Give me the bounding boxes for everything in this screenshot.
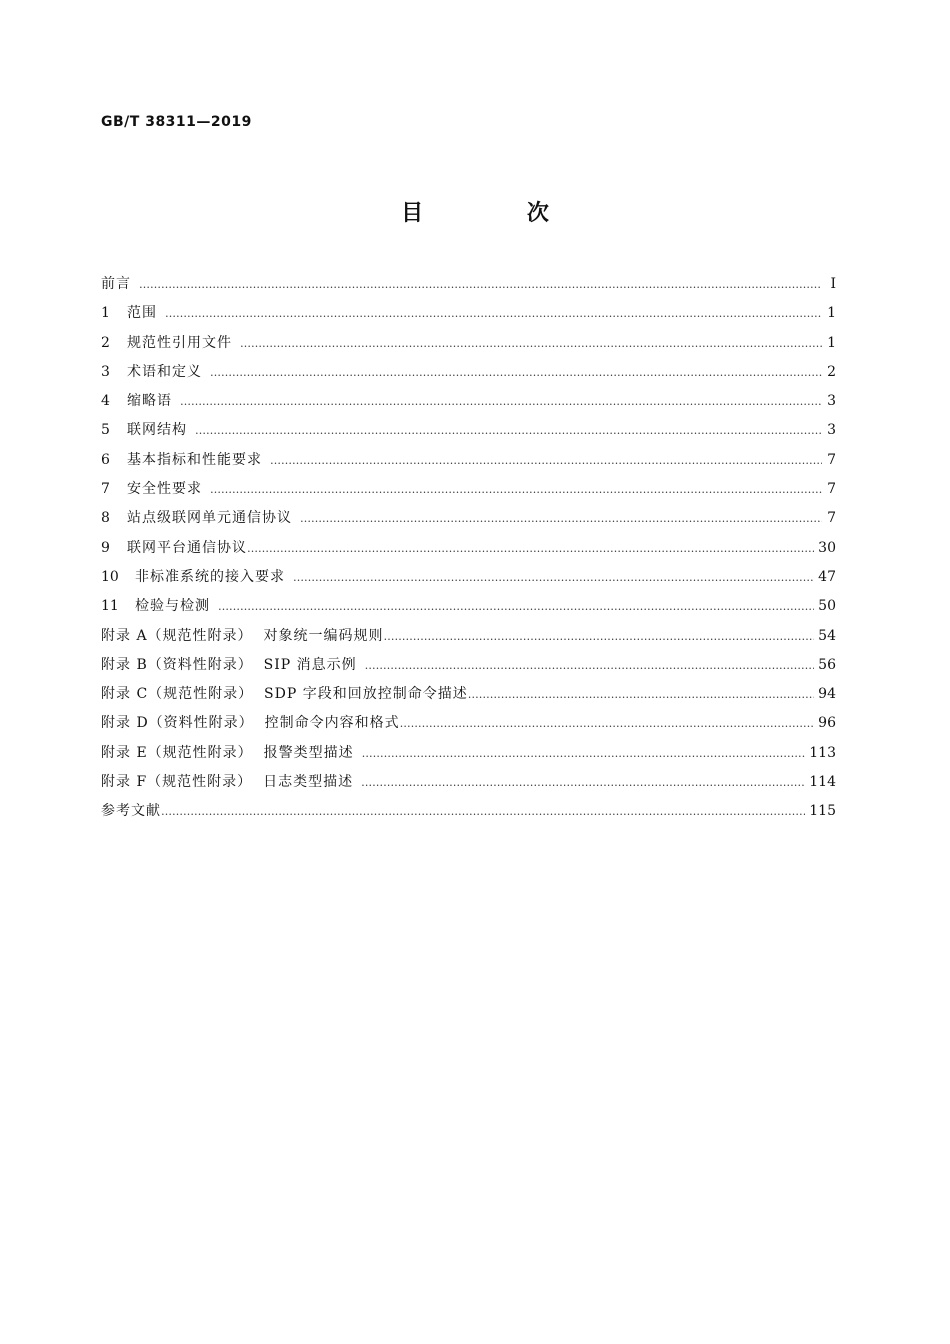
toc-leader-dots xyxy=(400,709,815,738)
toc-entry-label: 参考文献 xyxy=(101,803,161,820)
toc-entry-10[interactable] xyxy=(101,563,836,592)
toc-entry-label: 非标准系统的接入要求 xyxy=(135,568,285,585)
toc-leader-dots xyxy=(218,592,814,621)
toc-entry-2[interactable] xyxy=(101,329,836,358)
toc-leader-dots xyxy=(383,622,814,651)
toc-entry-11[interactable] xyxy=(101,592,836,621)
toc-entry-5[interactable] xyxy=(101,416,836,445)
toc-entry-number: 11 xyxy=(101,598,119,615)
toc-entry-appendix-b[interactable] xyxy=(101,651,836,680)
toc-entry-number: 4 xyxy=(101,393,110,410)
standard-code: GB/T 38311—2019 xyxy=(101,114,252,130)
toc-entry-label: 前言 xyxy=(101,276,131,292)
toc-entry-4[interactable] xyxy=(101,387,836,416)
toc-entry-appendix-d[interactable] xyxy=(101,709,836,738)
toc-entry-label: 附录 E（规范性附录） 报警类型描述 xyxy=(101,744,354,761)
toc-entry-page: 1 xyxy=(827,334,836,351)
toc-entry-label: 附录 A（规范性附录） 对象统一编码规则 xyxy=(101,627,384,644)
toc-entry-page: 50 xyxy=(818,598,836,615)
toc-entry-label: 附录 D（资料性附录） 控制命令内容和格式 xyxy=(101,715,400,732)
toc-leader-dots xyxy=(300,504,822,533)
toc-entry-appendix-a[interactable] xyxy=(101,622,836,651)
toc-leader-dots xyxy=(210,475,822,504)
toc-leader-dots xyxy=(139,270,822,299)
toc-entry-page: 7 xyxy=(827,481,836,498)
toc-entry-page: 56 xyxy=(818,656,836,673)
toc-entry-1[interactable] xyxy=(101,299,836,328)
toc-entry-number: 6 xyxy=(101,451,110,468)
toc-entry-page: 2 xyxy=(827,363,836,380)
toc-leader-dots xyxy=(165,299,822,328)
table-of-contents xyxy=(101,270,836,827)
toc-leader-dots xyxy=(361,768,805,797)
toc-entry-page: 7 xyxy=(827,451,836,468)
toc-leader-dots xyxy=(210,358,822,387)
toc-leader-dots xyxy=(365,651,815,680)
toc-entry-references[interactable] xyxy=(101,797,836,826)
toc-entry-number: 9 xyxy=(101,539,110,556)
toc-leader-dots xyxy=(362,739,806,768)
toc-leader-dots xyxy=(180,387,822,416)
toc-leader-dots xyxy=(247,534,814,563)
toc-leader-dots xyxy=(468,680,814,709)
toc-entry-page: 7 xyxy=(827,510,836,527)
toc-entry-label: 附录 F（规范性附录） 日志类型描述 xyxy=(101,774,354,791)
toc-entry-number: 1 xyxy=(101,305,110,322)
toc-entry-8[interactable] xyxy=(101,504,836,533)
toc-entry-7[interactable] xyxy=(101,475,836,504)
toc-entry-page: 115 xyxy=(809,803,836,820)
toc-entry-appendix-f[interactable] xyxy=(101,768,836,797)
toc-entry-label: 附录 C（规范性附录） SDP 字段和回放控制命令描述 xyxy=(101,686,468,703)
toc-entry-label: 规范性引用文件 xyxy=(127,334,232,351)
toc-entry-3[interactable] xyxy=(101,358,836,387)
toc-entry-number: 10 xyxy=(101,568,119,585)
toc-entry-label: 安全性要求 xyxy=(127,481,202,498)
toc-leader-dots xyxy=(240,329,822,358)
toc-entry-page: Ⅰ xyxy=(830,276,836,292)
toc-entry-page: 30 xyxy=(818,539,836,556)
toc-entry-label: 检验与检测 xyxy=(135,598,210,615)
toc-entry-number: 5 xyxy=(101,422,110,439)
toc-entry-6[interactable] xyxy=(101,446,836,475)
toc-entry-page: 113 xyxy=(809,744,836,761)
toc-entry-number: 7 xyxy=(101,481,110,498)
toc-entry-appendix-c[interactable] xyxy=(101,680,836,709)
toc-entry-number: 2 xyxy=(101,334,110,351)
toc-entry-label: 术语和定义 xyxy=(127,363,202,380)
toc-entry-number: 8 xyxy=(101,510,110,527)
toc-entry-appendix-e[interactable] xyxy=(101,739,836,768)
toc-entry-label: 联网平台通信协议 xyxy=(127,539,247,556)
toc-entry-page: 1 xyxy=(827,305,836,322)
toc-leader-dots xyxy=(161,797,805,826)
toc-entry-page: 94 xyxy=(818,686,836,703)
toc-entry-label: 缩略语 xyxy=(127,393,172,410)
toc-entry-label: 联网结构 xyxy=(127,422,187,439)
toc-entry-label: 范围 xyxy=(127,305,157,322)
toc-entry-foreword[interactable] xyxy=(101,270,836,299)
toc-leader-dots xyxy=(293,563,814,592)
toc-entry-page: 3 xyxy=(827,422,836,439)
toc-entry-page: 114 xyxy=(809,774,836,791)
toc-title: 目 次 xyxy=(401,201,597,226)
toc-entry-page: 96 xyxy=(818,715,836,732)
toc-entry-label: 站点级联网单元通信协议 xyxy=(127,510,292,527)
toc-entry-label: 基本指标和性能要求 xyxy=(127,451,262,468)
toc-leader-dots xyxy=(270,446,822,475)
toc-entry-page: 54 xyxy=(818,627,836,644)
toc-entry-9[interactable] xyxy=(101,534,836,563)
toc-entry-label: 附录 B（资料性附录） SIP 消息示例 xyxy=(101,656,357,673)
toc-leader-dots xyxy=(195,416,822,445)
toc-entry-number: 3 xyxy=(101,363,110,380)
toc-entry-page: 3 xyxy=(827,393,836,410)
toc-entry-page: 47 xyxy=(818,568,836,585)
